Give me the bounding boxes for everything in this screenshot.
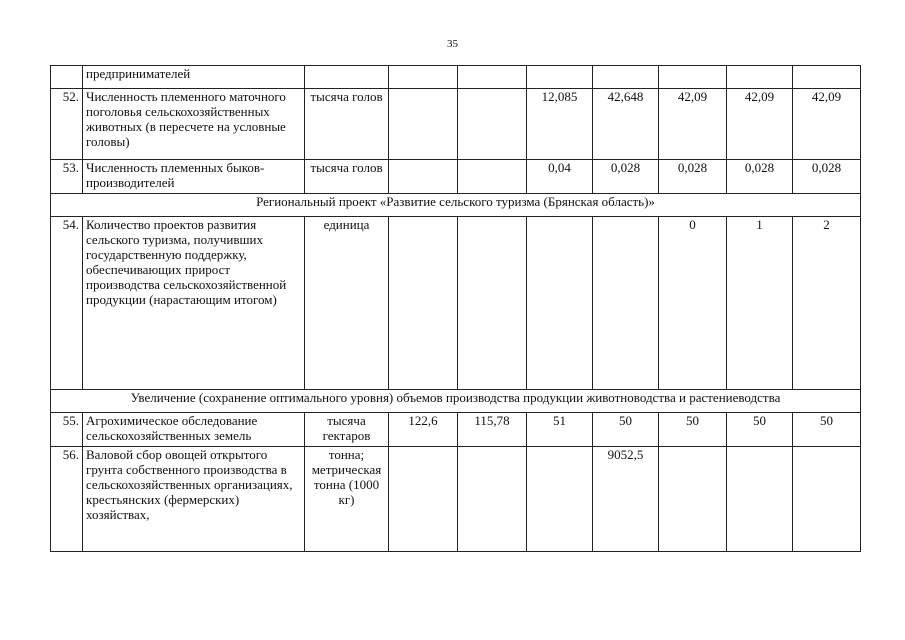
value-cell <box>659 447 727 552</box>
value-cell: 50 <box>793 413 861 447</box>
value-cell <box>727 66 793 89</box>
value-cell: 115,78 <box>458 413 527 447</box>
value-cell <box>659 66 727 89</box>
row-number: 56. <box>51 447 83 552</box>
value-cell <box>793 66 861 89</box>
value-cell <box>727 447 793 552</box>
row-number: 55. <box>51 413 83 447</box>
value-cell <box>527 217 593 390</box>
value-cell <box>389 66 458 89</box>
value-cell <box>458 89 527 160</box>
row-number: 53. <box>51 160 83 194</box>
section-row <box>51 194 861 217</box>
table-row <box>51 89 861 160</box>
value-cell <box>527 447 593 552</box>
value-cell: 50 <box>727 413 793 447</box>
table-row <box>51 447 861 552</box>
value-cell <box>458 217 527 390</box>
value-cell <box>389 89 458 160</box>
unit-cell: тонна; метрическая тонна (1000 кг) <box>305 447 389 552</box>
indicator-name: предпринимателей <box>83 66 305 89</box>
indicator-name: Количество проектов развития сельского туризма, получивших государственную поддержку, обеспечивающих прирост производства сельскохозяйственной продукции (нарастающим итогом) <box>83 217 305 390</box>
unit-cell: единица <box>305 217 389 390</box>
value-cell: 42,09 <box>659 89 727 160</box>
section-row <box>51 390 861 413</box>
value-cell: 0,04 <box>527 160 593 194</box>
value-cell <box>458 447 527 552</box>
row-number: 52. <box>51 89 83 160</box>
value-cell: 0,028 <box>593 160 659 194</box>
row-number <box>51 66 83 89</box>
value-cell <box>593 217 659 390</box>
unit-cell: тысяча гектаров <box>305 413 389 447</box>
value-cell: 42,09 <box>727 89 793 160</box>
indicator-name: Валовой сбор овощей открытого грунта собственного производства в сельскохозяйственных организациях, крестьянских (фермерских) хозяйствах, <box>83 447 305 552</box>
value-cell: 0,028 <box>659 160 727 194</box>
unit-cell: тысяча голов <box>305 89 389 160</box>
value-cell: 0,028 <box>793 160 861 194</box>
table-row <box>51 160 861 194</box>
section-title: Увеличение (сохранение оптимального уровня) объемов производства продукции животноводства и растениеводства <box>51 390 861 413</box>
value-cell <box>389 447 458 552</box>
value-cell: 122,6 <box>389 413 458 447</box>
indicator-name: Численность племенного маточного поголовья сельскохозяйственных животных (в пересчете на условные головы) <box>83 89 305 160</box>
indicators-table <box>50 65 861 552</box>
value-cell <box>389 160 458 194</box>
value-cell <box>458 66 527 89</box>
value-cell: 51 <box>527 413 593 447</box>
value-cell: 0 <box>659 217 727 390</box>
value-cell: 12,085 <box>527 89 593 160</box>
row-number: 54. <box>51 217 83 390</box>
unit-cell <box>305 66 389 89</box>
value-cell: 42,09 <box>793 89 861 160</box>
value-cell: 50 <box>659 413 727 447</box>
value-cell: 0,028 <box>727 160 793 194</box>
value-cell <box>527 66 593 89</box>
value-cell: 1 <box>727 217 793 390</box>
table-row <box>51 66 861 89</box>
indicator-name: Агрохимическое обследование сельскохозяйственных земель <box>83 413 305 447</box>
value-cell: 42,648 <box>593 89 659 160</box>
value-cell: 9052,5 <box>593 447 659 552</box>
indicator-name: Численность племенных быков-производителей <box>83 160 305 194</box>
table-row <box>51 413 861 447</box>
value-cell: 50 <box>593 413 659 447</box>
value-cell <box>593 66 659 89</box>
page-number: 35 <box>447 38 458 50</box>
section-title: Региональный проект «Развитие сельского туризма (Брянская область)» <box>51 194 861 217</box>
value-cell <box>389 217 458 390</box>
value-cell: 2 <box>793 217 861 390</box>
value-cell <box>458 160 527 194</box>
table-row <box>51 217 861 390</box>
unit-cell: тысяча голов <box>305 160 389 194</box>
value-cell <box>793 447 861 552</box>
